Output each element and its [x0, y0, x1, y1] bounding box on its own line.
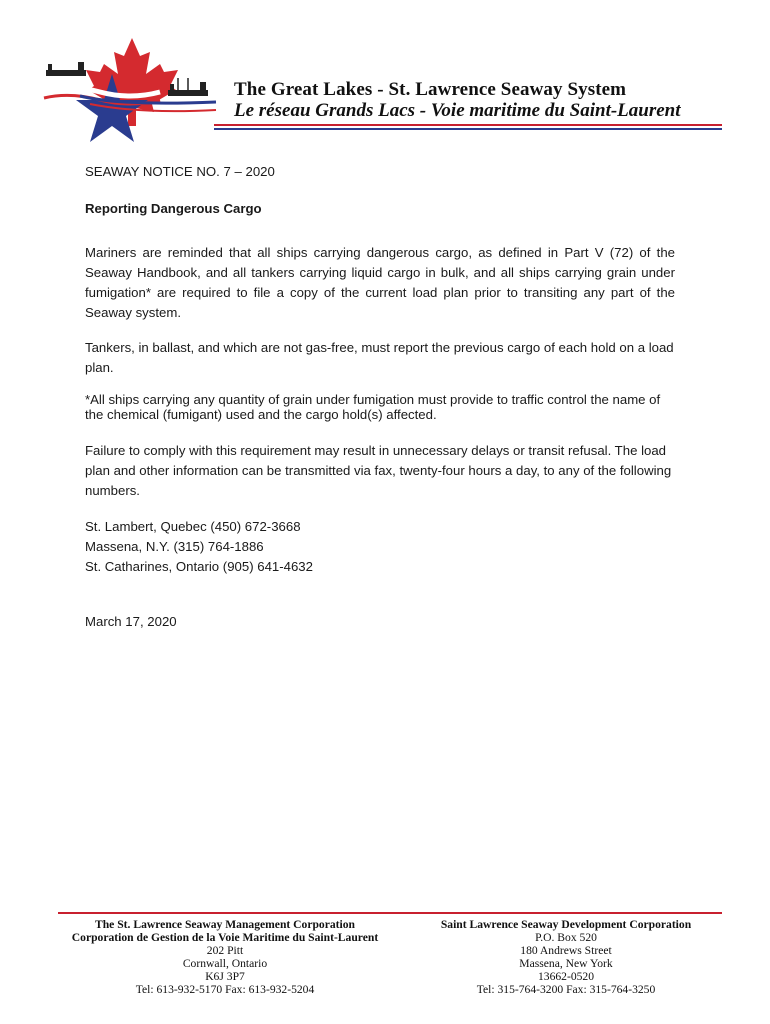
contact-st-catharines: St. Catharines, Ontario (905) 641-4632: [85, 559, 313, 574]
seaway-logo-icon: [40, 34, 220, 144]
header-rule-red: [214, 124, 722, 126]
footer-left-address2: Cornwall, Ontario: [182, 957, 268, 970]
footer-right-address1: P.O. Box 520: [535, 931, 597, 944]
footer-rule: [58, 912, 722, 914]
footer-right-postal: 13662-0520: [537, 970, 595, 983]
footer-right-name: Saint Lawrence Seaway Development Corporation: [440, 918, 692, 931]
paragraph-2: Tankers, in ballast, and which are not gas-free, must report the previous cargo of each hold on a load plan.: [85, 340, 674, 375]
footer-right-address3: Massena, New York: [519, 957, 613, 970]
notice-number: SEAWAY NOTICE NO. 7 – 2020: [85, 164, 275, 179]
paragraph-4: Failure to comply with this requirement may result in unnecessary delays or transit refusal. The load plan and other information can be transmitted via fax, twenty-four hours a day, to any of the following numbers.: [85, 443, 672, 498]
header-subtitle: Le réseau Grands Lacs - Voie maritime du Saint-Laurent: [234, 100, 681, 121]
header-rule-blue: [214, 128, 722, 130]
contact-st-lambert: St. Lambert, Quebec (450) 672-3668: [85, 519, 301, 534]
footer-development-corp: [408, 918, 724, 996]
footer-left-name-fr: Corporation de Gestion de la Voie Maritime du Saint-Laurent: [71, 931, 379, 944]
contact-list: [85, 517, 675, 577]
contact-massena: Massena, N.Y. (315) 764-1886: [85, 539, 264, 554]
notice-date: March 17, 2020: [85, 614, 177, 629]
footer-right-address2: 180 Andrews Street: [520, 944, 612, 957]
header-title: The Great Lakes - St. Lawrence Seaway System: [234, 79, 627, 100]
paragraph-3: *All ships carrying any quantity of grain under fumigation must provide to traffic control the name of the chemical (fumigant) used and the cargo hold(s) affected.: [85, 392, 661, 422]
footer-right-phones: Tel: 315-764-3200 Fax: 315-764-3250: [476, 983, 656, 996]
notice-subject: Reporting Dangerous Cargo: [85, 201, 262, 216]
footer-left-name: The St. Lawrence Seaway Management Corporation: [95, 918, 355, 931]
footer-left-postal: K6J 3P7: [205, 970, 245, 983]
footer-management-corp: [40, 918, 410, 996]
paragraph-1: Mariners are reminded that all ships carrying dangerous cargo, as defined in Part V (72) of the Seaway Handbook, and all tankers carrying liquid cargo in bulk, and all ships carrying grain under fumigation* are required to file a copy of the current load plan prior to transiting any part of the Seaway system.: [85, 245, 675, 320]
footer-left-phones: Tel: 613-932-5170 Fax: 613-932-5204: [135, 983, 315, 996]
footer-left-address1: 202 Pitt: [206, 944, 244, 957]
